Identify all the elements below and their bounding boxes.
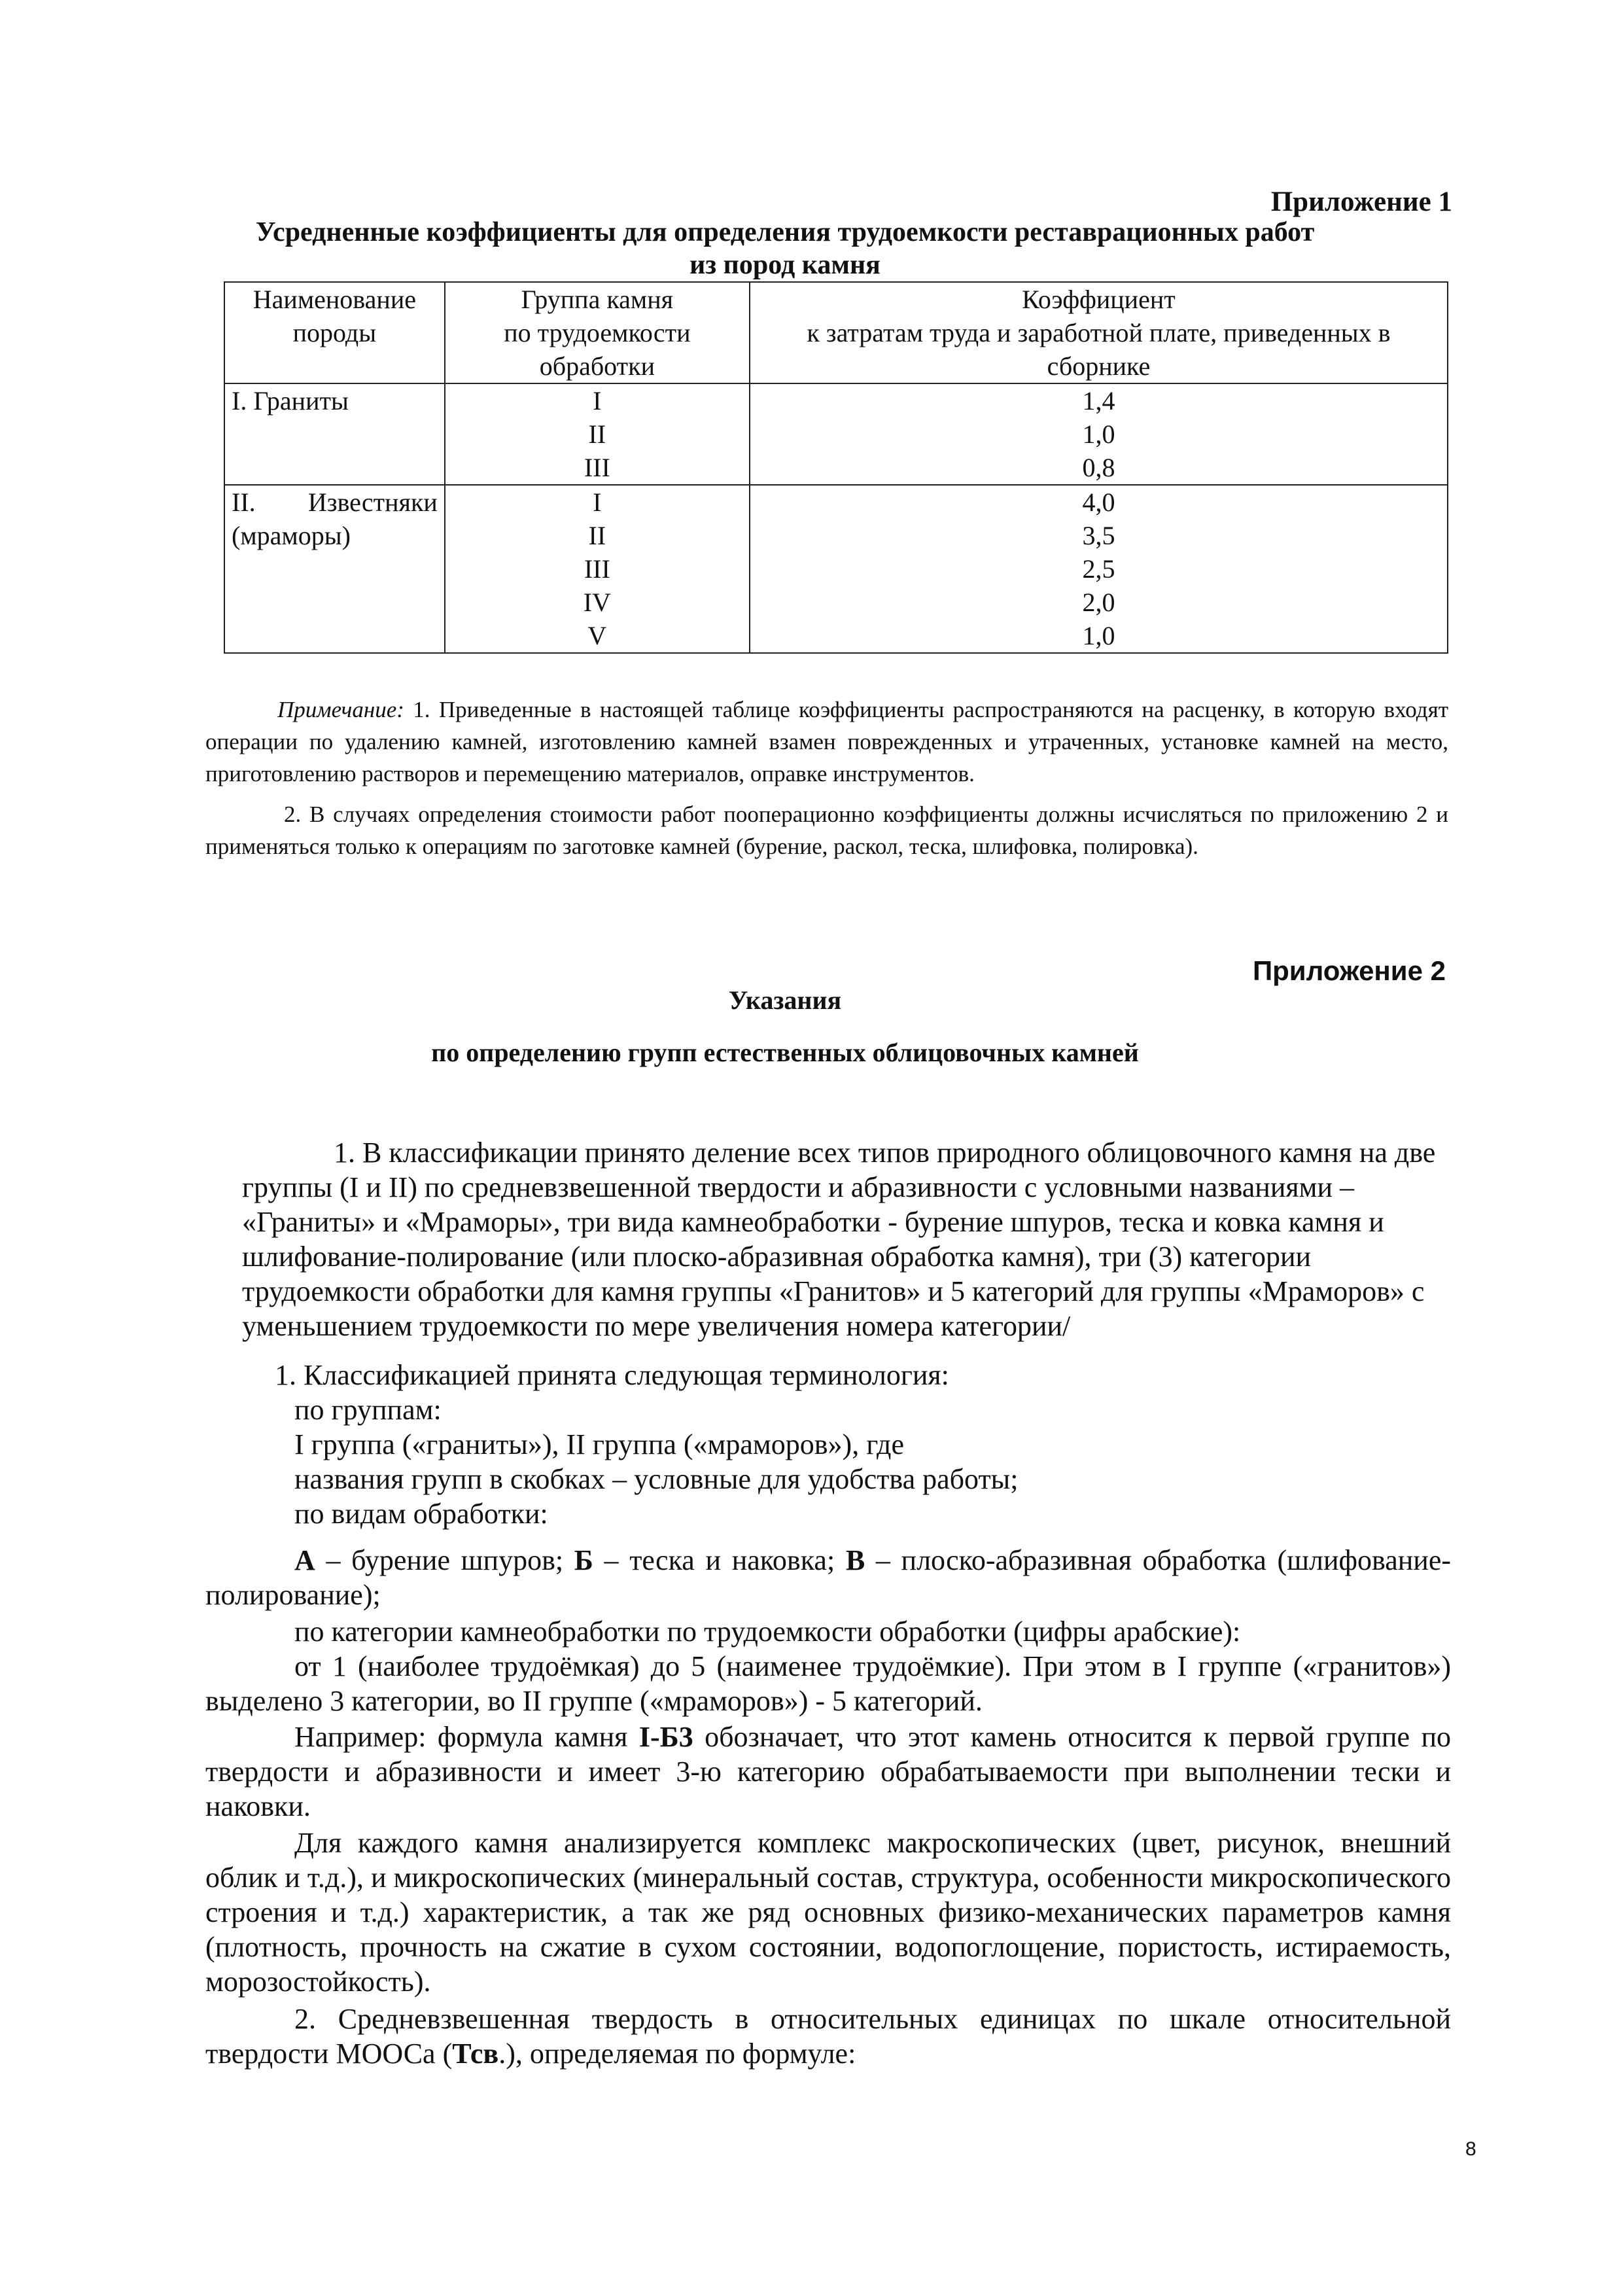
note-1-text: 1. Приведенные в настоящей таблице коэффициенты распространяются на расценку, в которую входят операции по удалению камней, изготовлению камней взамен поврежденных и утраченных, установке камней на место, приготовлению растворов и перемещению материалов, оправке инструментов. <box>205 697 1448 786</box>
processing-types <box>205 1543 1451 1612</box>
terminology-processing-label: по видам обработки: <box>294 1498 548 1530</box>
header-coefficient <box>750 282 1448 383</box>
terminology-groups-note: названия групп в скобках – условные для удобства работы; <box>294 1463 1019 1495</box>
granites-groups <box>445 383 750 485</box>
formula-example-text: обозначает, что этот камень относится к первой группе по твердости и абразивности и имеет 3-ю категорию обрабатываемости при выполнении тески и наковки. <box>205 1721 1451 1822</box>
granites-coef-1: 1,4 <box>1082 386 1115 415</box>
granites-group-3: III <box>584 453 610 482</box>
limestones-group-4: IV <box>583 588 611 617</box>
appendix1-title-line2: из пород камня <box>689 250 881 280</box>
table-row-granites <box>224 383 1448 485</box>
header-stone-group-line2: по трудоемкости <box>504 318 691 347</box>
table-row-limestones <box>224 485 1448 653</box>
type-a-letter: А <box>294 1544 315 1576</box>
granites-coef-3: 0,8 <box>1082 453 1115 482</box>
terminology-groups-label: по группам: <box>294 1394 442 1426</box>
type-v-letter: В <box>845 1544 865 1576</box>
header-coefficient-line3: сборнике <box>1047 351 1151 381</box>
appendix2-label: Приложение 2 <box>1252 955 1446 986</box>
appendix2-title: Указания <box>728 985 842 1015</box>
limestones-groups <box>445 485 750 653</box>
header-coefficient-line1: Коэффициент <box>1022 285 1176 314</box>
page-number: 8 <box>1465 2138 1476 2160</box>
granites-coef-2: 1,0 <box>1082 419 1115 449</box>
appendix2-subtitle: по определению групп естественных облицовочных камней <box>431 1038 1139 1067</box>
formula-example <box>205 1720 1451 1824</box>
limestones-coefficients <box>750 485 1448 653</box>
category-heading: по категории камнеобработки по трудоемкости обработки (цифры арабские): <box>294 1616 1241 1648</box>
average-hardness <box>205 2002 1451 2071</box>
category-range: от 1 (наиболее трудоёмкая) до 5 (наименее трудоёмкие). При этом в I группе («гранитов») выделено 3 категории, во II группе («мраморов») - 5 категорий. <box>205 1650 1451 1717</box>
granites-group-1: I <box>593 386 602 415</box>
limestones-group-5: V <box>587 621 607 650</box>
formula-code: I-Б3 <box>638 1721 693 1753</box>
type-a-text: – бурение шпуров; <box>315 1544 574 1576</box>
header-rock-name-line1: Наименование <box>253 285 416 314</box>
formula-example-intro: Например: формула камня <box>294 1721 639 1753</box>
header-rock-name-line2: породы <box>292 318 377 347</box>
type-b-letter: Б <box>574 1544 593 1576</box>
header-stone-group <box>445 282 750 383</box>
limestones-name-line2: (мраморы) <box>232 521 351 550</box>
stone-analysis: Для каждого камня анализируется комплекс макроскопических (цвет, рисунок, внешний облик и т.д.), и микроскопических (минеральный состав, структура, особенности микроскопического строения и т.д.) характеристик, а так же ряд основных физико-механических параметров камня (плотность, прочность на сжатие в сухом состоянии, водопоглощение, пористость, истираемость, морозостойкость). <box>205 1827 1451 1998</box>
type-b-text: – теска и наковка; <box>593 1544 846 1576</box>
hardness-symbol: Тсв <box>452 2038 499 2070</box>
paragraph-classification: 1. В классификации принято деление всех типов природного облицовочного камня на две группы (I и II) по средневзвешенной твердости и абразивности с условными названиями – «Граниты» и «Мраморы», три вида камнеобработки - бурение шпуров, теска и ковка камня и шлифование-полирование (или плоско-абразивная обработка камня), три (3) категории трудоемкости обработки для камня группы «Гранитов» и 5 категорий для группы «Мраморов» с уменьшением трудоемкости по мере увеличения номера категории/ <box>242 1137 1436 1342</box>
coefficients-table <box>224 281 1448 654</box>
granites-group-2: II <box>588 419 606 449</box>
limestones-name <box>224 485 445 653</box>
table-header-row <box>224 282 1448 383</box>
limestones-coef-1: 4,0 <box>1082 487 1115 517</box>
terminology-heading: 1. Классификацией принята следующая терминология: <box>275 1359 949 1391</box>
limestones-coef-5: 1,0 <box>1082 621 1115 650</box>
limestones-coef-2: 3,5 <box>1082 521 1115 550</box>
limestones-name-word: Известняки <box>307 487 438 517</box>
granites-name-label: I. Граниты <box>232 386 349 415</box>
appendix1-label: Приложение 1 <box>1270 186 1452 217</box>
granites-name <box>224 383 445 485</box>
type-v-text: – плоско-абразивная обработка (шлифование-полирование); <box>205 1544 1452 1611</box>
note-1 <box>205 694 1448 790</box>
appendix1-title-line1: Усредненные коэффициенты для определения трудоемкости реставрационных работ <box>255 217 1315 247</box>
limestones-name-numeral: II. <box>232 487 256 517</box>
limestones-group-1: I <box>593 487 602 517</box>
granites-coefficients <box>750 383 1448 485</box>
terminology-groups-list: I группа («граниты»), II группа («мраморов»), где <box>294 1428 904 1460</box>
average-hardness-tail: .), определяемая по формуле: <box>498 2038 856 2070</box>
note-label: Примечание: <box>277 697 404 722</box>
note-2: 2. В случаях определения стоимости работ пооперационно коэффициенты должны исчисляться по приложению 2 и применяться только к операциям по заготовке камней (бурение, раскол, теска, шлифовка, полировка). <box>205 802 1448 859</box>
header-coefficient-line2: к затратам труда и заработной плате, приведенных в <box>807 318 1391 347</box>
header-rock-name <box>224 282 445 383</box>
average-hardness-text: 2. Средневзвешенная твердость в относительных единицах по шкале относительной твердости МООСа ( <box>205 2003 1451 2070</box>
header-stone-group-line1: Группа камня <box>521 285 674 314</box>
appendix1-title <box>196 216 1374 281</box>
limestones-group-2: II <box>588 521 606 550</box>
limestones-name-line1 <box>232 486 438 519</box>
limestones-coef-4: 2,0 <box>1082 588 1115 617</box>
limestones-coef-3: 2,5 <box>1082 554 1115 584</box>
header-stone-group-line3: обработки <box>539 351 655 381</box>
limestones-group-3: III <box>584 554 610 584</box>
